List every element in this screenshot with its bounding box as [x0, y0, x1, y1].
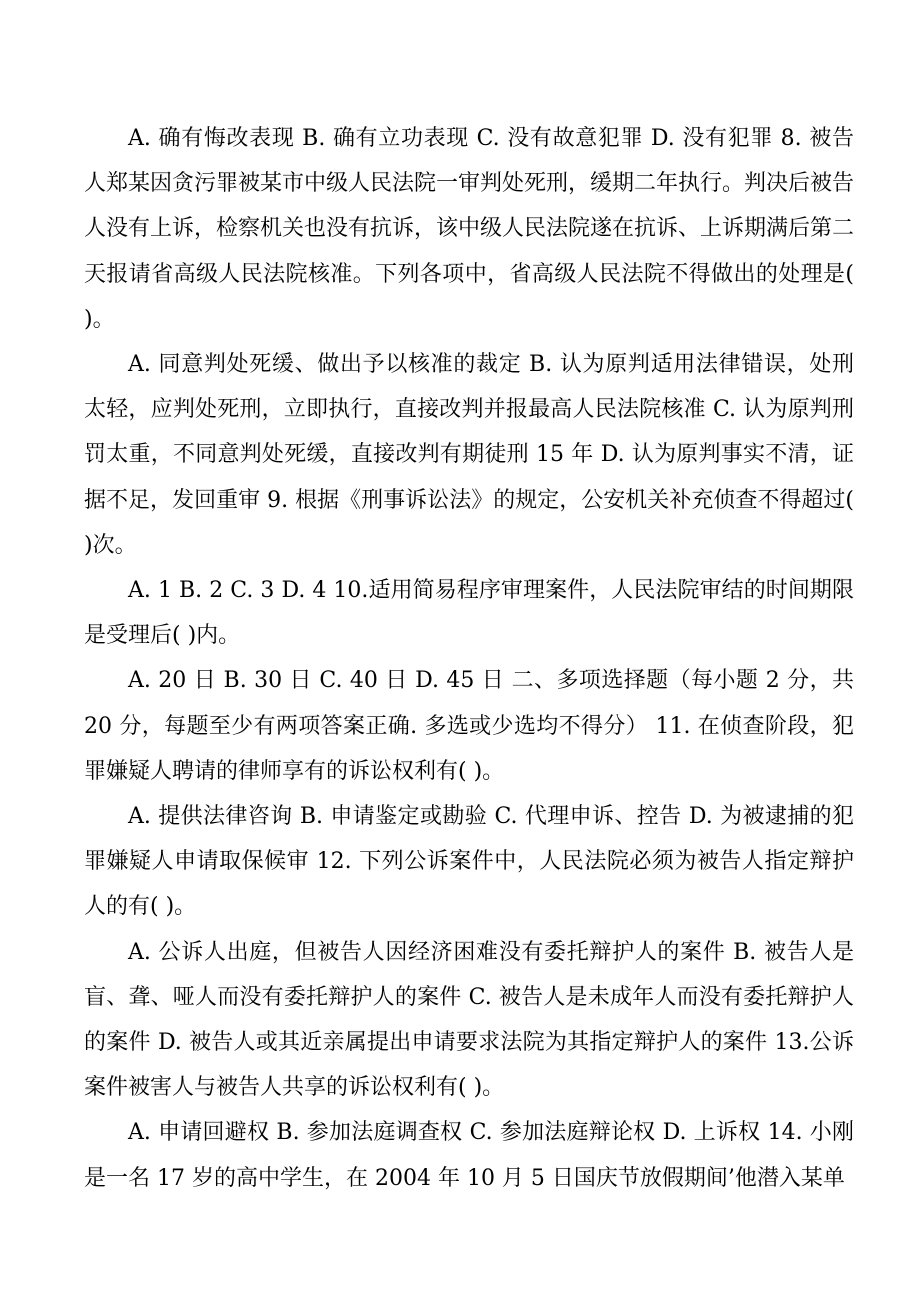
- paragraph-question-10: A. 1 B. 2 C. 3 D. 4 10.适用简易程序审理案件，人民法院审结的时间期限是受理后( )内。: [84, 578, 854, 649]
- paragraph-question-9: A. 同意判处死缓、做出予以核准的裁定 B. 认为原判适用法律错误，处刑太轻，应判处死刑，立即执行，直接改判并报最高人民法院核准 C. 认为原判刑罚太重，不同意判处死缓，直接改判有期徒刑 15 年 D. 认为原判事实不清，证据不足，发回重审 9. 根据《刑事诉讼法》的规定，公安机关补充侦查不得超过( )次。: [84, 352, 854, 558]
- document-body: [84, 116, 854, 1201]
- paragraph-question-12: A. 提供法律咨询 B. 申请鉴定或勘验 C. 代理申诉、控告 D. 为被逮捕的犯罪嫌疑人申请取保候审 12. 下列公诉案件中，人民法院必须为被告人指定辩护人的有( )。: [84, 804, 854, 920]
- paragraph-question-13: A. 公诉人出庭，但被告人因经济困难没有委托辩护人的案件 B. 被告人是盲、聋、哑人而没有委托辩护人的案件 C. 被告人是未成年人而没有委托辩护人的案件 D. 被告人或其近亲属提出申请要求法院为其指定辩护人的案件 13.公诉案件被害人与被告人共享的诉讼权利有( )。: [84, 939, 854, 1101]
- paragraph-question-14: A. 申请回避权 B. 参加法庭调查权 C. 参加法庭辩论权 D. 上诉权 14. 小刚是一名 17 岁的高中学生，在 2004 年 10 月 5 日国庆节放假期间’他潜入某单: [84, 1120, 854, 1191]
- paragraph-question-11: A. 20 日 B. 30 日 C. 40 日 D. 45 日 二、多项选择题（每小题 2 分，共 20 分，每题至少有两项答案正确. 多选或少选均不得分） 11. 在侦查阶段，犯罪嫌疑人聘请的律师享有的诉讼权利有( )。: [84, 668, 854, 784]
- paragraph-question-8: A. 确有悔改表现 B. 确有立功表现 C. 没有故意犯罪 D. 没有犯罪 8. 被告人郑某因贪污罪被某市中级人民法院一审判处死刑，缓期二年执行。判决后被告人没有上诉，检察机关也没有抗诉，该中级人民法院遂在抗诉、上诉期满后第二天报请省高级人民法院核准。下列各项中，省高级人民法院不得做出的处理是( )。: [84, 126, 855, 332]
